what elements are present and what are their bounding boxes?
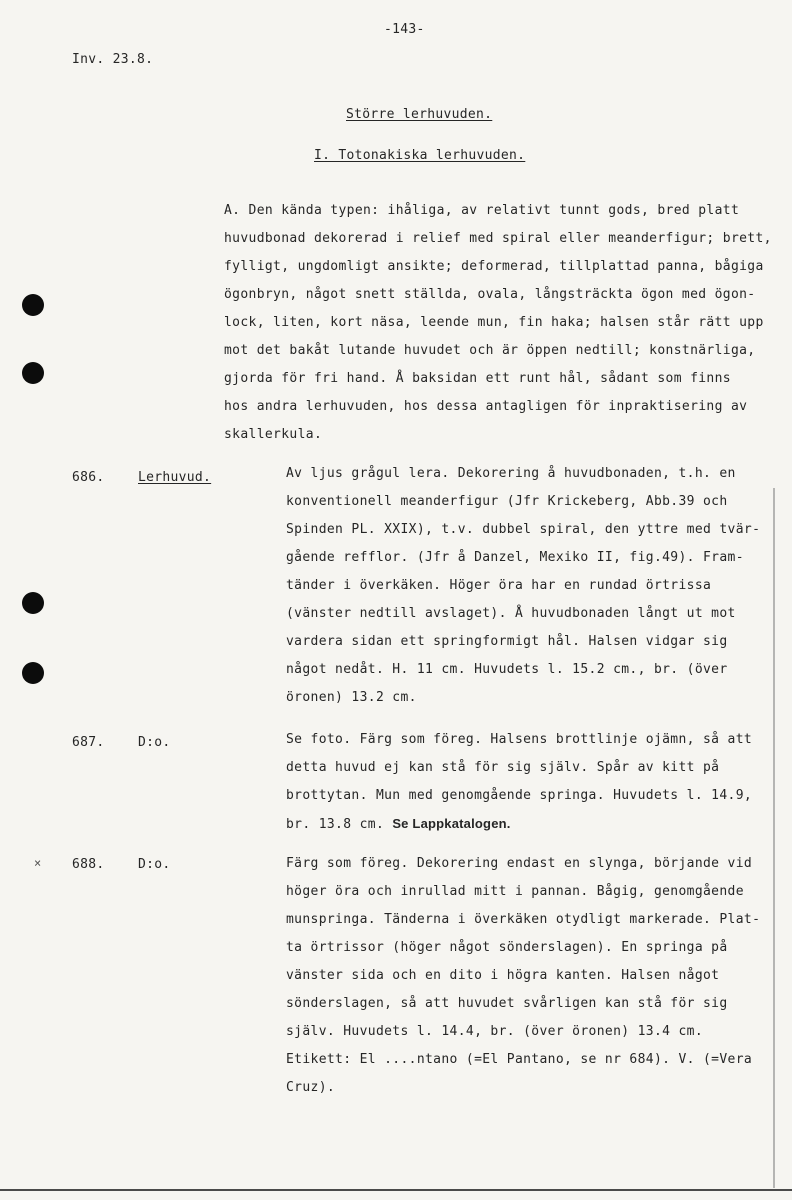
entry-line: Färg som föreg. Dekorering endast en slynga, börjande vid [286, 856, 753, 871]
entry-label: D:o. [138, 735, 171, 750]
intro-line: A. Den kända typen: ihåliga, av relativt tunnt gods, bred platt [224, 203, 740, 218]
entry-label: Lerhuvud. [138, 470, 212, 485]
punch-hole-3 [22, 592, 44, 614]
entry-line: själv. Huvudets l. 14.4, br. (över öronen) 13.4 cm. [286, 1024, 704, 1039]
entry-label: D:o. [138, 857, 171, 872]
bottom-edge-rule [0, 1189, 792, 1191]
entry-line: öronen) 13.2 cm. [286, 690, 417, 705]
intro-line: fylligt, ungdomligt ansikte; deformerad, tillplattad panna, bågiga [224, 259, 764, 274]
entry-line: Etikett: El ....ntano (=El Pantano, se nr 684). V. (=Vera [286, 1052, 753, 1067]
intro-line: ögonbryn, något snett ställda, ovala, långsträckta ögon med ögon- [224, 287, 756, 302]
intro-line: huvudbonad dekorerad i relief med spiral eller meanderfigur; brett, [224, 231, 772, 246]
entry-line: sönderslagen, så att huvudet svårligen kan stå för sig [286, 996, 728, 1011]
entry-line: konventionell meanderfigur (Jfr Krickeberg, Abb.39 och [286, 494, 728, 509]
entry-number: 687. [72, 735, 105, 750]
entry-line: vänster sida och en dito i högra kanten. Halsen något [286, 968, 720, 983]
section-subtitle: I. Totonakiska lerhuvuden. [314, 148, 526, 163]
entry-line: ta örtrissor (höger något sönderslagen). En springa på [286, 940, 728, 955]
intro-line: hos andra lerhuvuden, hos dessa antagligen för inpraktisering av [224, 399, 748, 414]
intro-line: mot det bakåt lutande huvudet och är öppen nedtill; konstnärliga, [224, 343, 756, 358]
entry-line: Cruz). [286, 1080, 336, 1095]
entry-line: Se foto. Färg som föreg. Halsens brottlinje ojämn, så att [286, 732, 753, 747]
entry-line: tänder i överkäken. Höger öra har en rundad örtrissa [286, 578, 712, 593]
entry-line: brottytan. Mun med genomgående springa. Huvudets l. 14.9, [286, 788, 753, 803]
intro-line: skallerkula. [224, 427, 323, 442]
punch-hole-4 [22, 662, 44, 684]
lappkatalog-note: Se Lappkatalogen. [392, 816, 511, 831]
intro-line: lock, liten, kort näsa, leende mun, fin haka; halsen står rätt upp [224, 315, 764, 330]
entry-last-line [286, 816, 511, 832]
entry-line: Spinden PL. XXIX), t.v. dubbel spiral, den yttre med tvär- [286, 522, 761, 537]
entry-number: 686. [72, 470, 105, 485]
entry-line-text: br. 13.8 cm. [286, 817, 385, 832]
entry-number: 688. [72, 857, 105, 872]
page-title: Större lerhuvuden. [346, 107, 493, 122]
entry-line: gående refflor. (Jfr å Danzel, Mexiko II, fig.49). Fram- [286, 550, 744, 565]
page-number: -143- [384, 22, 425, 37]
entry-line: Av ljus grågul lera. Dekorering å huvudbonaden, t.h. en [286, 466, 736, 481]
intro-line: gjorda för fri hand. Å baksidan ett runt hål, sådant som finns [224, 371, 731, 386]
punch-hole-2 [22, 362, 44, 384]
inventory-number: Inv. 23.8. [72, 52, 154, 67]
entry-line: (vänster nedtill avslaget). Å huvudbonaden långt ut mot [286, 606, 736, 621]
entry-line: vardera sidan ett springformigt hål. Halsen vidgar sig [286, 634, 728, 649]
entry-line: detta huvud ej kan stå för sig själv. Spår av kitt på [286, 760, 720, 775]
entry-line: höger öra och inrullad mitt i pannan. Bågig, genomgående [286, 884, 744, 899]
right-margin-rule [773, 488, 775, 1188]
entry-line: munspringa. Tänderna i överkäken otydligt markerade. Plat- [286, 912, 761, 927]
punch-hole-1 [22, 294, 44, 316]
margin-cross-mark: × [34, 856, 42, 870]
entry-line: något nedåt. H. 11 cm. Huvudets l. 15.2 cm., br. (över [286, 662, 728, 677]
